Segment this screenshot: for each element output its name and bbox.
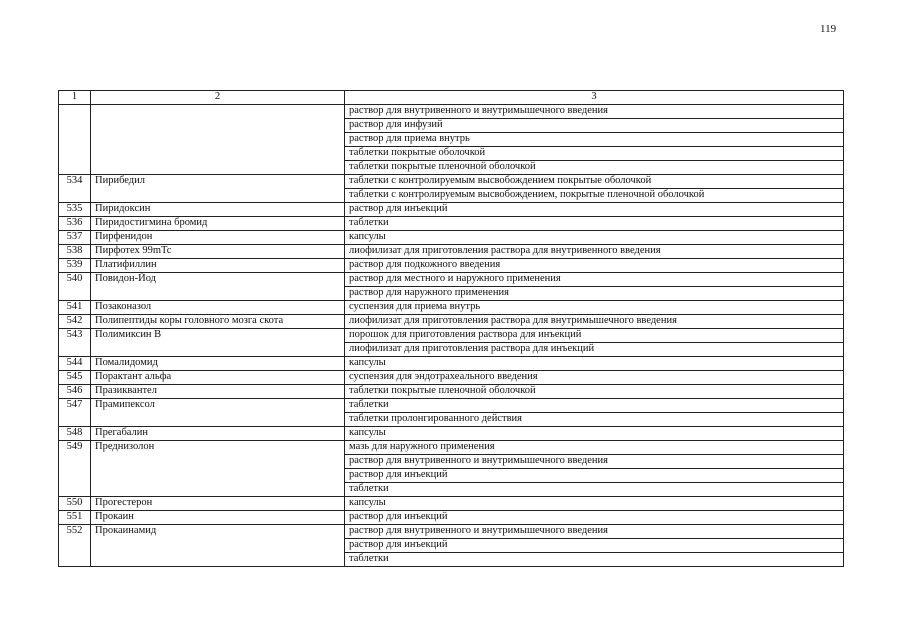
dosage-form-cell: капсулы: [345, 357, 844, 371]
drug-name-cell: Полипептиды коры головного мозга скота: [91, 315, 345, 329]
dosage-form-cell: лиофилизат для приготовления раствора для внутримышечного введения: [345, 315, 844, 329]
table-row: [59, 441, 844, 455]
table-row: [59, 273, 844, 287]
table-row: [59, 105, 844, 119]
drug-forms-table: [58, 90, 844, 567]
table-row: [59, 245, 844, 259]
dosage-form-cell: таблетки: [345, 217, 844, 231]
table-row: [59, 203, 844, 217]
drug-name-cell: Прамипексол: [91, 399, 345, 427]
dosage-form-cell: раствор для инъекций: [345, 511, 844, 525]
dosage-form-cell: таблетки с контролируемым высвобождением покрытые оболочкой: [345, 175, 844, 189]
header-cell-forms: 3: [345, 91, 844, 105]
dosage-form-cell: раствор для инъекций: [345, 539, 844, 553]
header-cell-name: 2: [91, 91, 345, 105]
dosage-form-cell: раствор для внутривенного и внутримышечного введения: [345, 455, 844, 469]
drug-name-cell: Пирфенидон: [91, 231, 345, 245]
table-row: [59, 301, 844, 315]
row-number-cell: 534: [59, 175, 91, 203]
dosage-form-cell: лиофилизат для приготовления раствора для инъекций: [345, 343, 844, 357]
drug-name-cell: Празиквантел: [91, 385, 345, 399]
row-number-cell: 537: [59, 231, 91, 245]
table-row: [59, 315, 844, 329]
dosage-form-cell: раствор для местного и наружного применения: [345, 273, 844, 287]
dosage-form-cell: таблетки покрытые оболочкой: [345, 147, 844, 161]
dosage-form-cell: суспензия для эндотрахеального введения: [345, 371, 844, 385]
table-row: [59, 231, 844, 245]
dosage-form-cell: раствор для внутривенного и внутримышечного введения: [345, 105, 844, 119]
dosage-form-cell: таблетки покрытые пленочной оболочкой: [345, 161, 844, 175]
drug-name-cell: Прогестерон: [91, 497, 345, 511]
row-number-cell: 540: [59, 273, 91, 301]
row-number-cell: 550: [59, 497, 91, 511]
dosage-form-cell: порошок для приготовления раствора для инъекций: [345, 329, 844, 343]
row-number-cell: 535: [59, 203, 91, 217]
dosage-form-cell: раствор для инъекций: [345, 203, 844, 217]
drug-name-cell: Преднизолон: [91, 441, 345, 497]
dosage-form-cell: капсулы: [345, 497, 844, 511]
dosage-form-cell: капсулы: [345, 427, 844, 441]
table-row: [59, 259, 844, 273]
row-number-cell: 539: [59, 259, 91, 273]
header-cell-number: 1: [59, 91, 91, 105]
row-number-cell: 536: [59, 217, 91, 231]
table-row: [59, 371, 844, 385]
table-row: [59, 217, 844, 231]
drug-name-cell: Повидон-Йод: [91, 273, 345, 301]
table-row: [59, 175, 844, 189]
table-row: [59, 497, 844, 511]
drug-name-cell: Прокаинамид: [91, 525, 345, 567]
page-number: 119: [820, 23, 837, 35]
drug-name-cell: Позаконазол: [91, 301, 345, 315]
dosage-form-cell: лиофилизат для приготовления раствора для внутривенного введения: [345, 245, 844, 259]
dosage-form-cell: раствор для внутривенного и внутримышечного введения: [345, 525, 844, 539]
dosage-form-cell: раствор для наружного применения: [345, 287, 844, 301]
row-number-cell: 548: [59, 427, 91, 441]
drug-name-cell: Прегабалин: [91, 427, 345, 441]
dosage-form-cell: таблетки пролонгированного действия: [345, 413, 844, 427]
row-number-cell: 549: [59, 441, 91, 497]
table-header-row: [59, 91, 844, 105]
table-row: [59, 329, 844, 343]
dosage-form-cell: таблетки с контролируемым высвобождением, покрытые пленочной оболочкой: [345, 189, 844, 203]
table-row: [59, 427, 844, 441]
row-number-cell: 546: [59, 385, 91, 399]
row-number-cell: 551: [59, 511, 91, 525]
row-number-cell: 547: [59, 399, 91, 427]
drug-name-cell: Полимиксин В: [91, 329, 345, 357]
row-number-cell: 538: [59, 245, 91, 259]
dosage-form-cell: таблетки: [345, 399, 844, 413]
drug-name-cell: Платифиллин: [91, 259, 345, 273]
table-row: [59, 357, 844, 371]
dosage-form-cell: таблетки покрытые пленочной оболочкой: [345, 385, 844, 399]
drug-name-cell: Порактант альфа: [91, 371, 345, 385]
dosage-form-cell: таблетки: [345, 483, 844, 497]
dosage-form-cell: раствор для подкожного введения: [345, 259, 844, 273]
dosage-form-cell: раствор для инъекций: [345, 469, 844, 483]
table-row: [59, 511, 844, 525]
drug-name-cell: Прокаин: [91, 511, 345, 525]
dosage-form-cell: раствор для приема внутрь: [345, 133, 844, 147]
table-row: [59, 525, 844, 539]
drug-name-cell: Пиридостигмина бромид: [91, 217, 345, 231]
row-number-cell: 543: [59, 329, 91, 357]
dosage-form-cell: раствор для инфузий: [345, 119, 844, 133]
drug-name-cell: Пирибедил: [91, 175, 345, 203]
row-number-cell: 542: [59, 315, 91, 329]
drug-name-cell: Помалидомид: [91, 357, 345, 371]
dosage-form-cell: капсулы: [345, 231, 844, 245]
row-number-cell: 552: [59, 525, 91, 567]
row-number-cell: 541: [59, 301, 91, 315]
table-row: [59, 385, 844, 399]
row-number-cell: 544: [59, 357, 91, 371]
drug-name-cell: Пирфотех 99mTc: [91, 245, 345, 259]
dosage-form-cell: суспензия для приема внутрь: [345, 301, 844, 315]
dosage-form-cell: мазь для наружного применения: [345, 441, 844, 455]
row-number-cell: [59, 105, 91, 175]
drug-name-cell: Пиридоксин: [91, 203, 345, 217]
drug-name-cell: [91, 105, 345, 175]
row-number-cell: 545: [59, 371, 91, 385]
table-row: [59, 399, 844, 413]
dosage-form-cell: таблетки: [345, 553, 844, 567]
